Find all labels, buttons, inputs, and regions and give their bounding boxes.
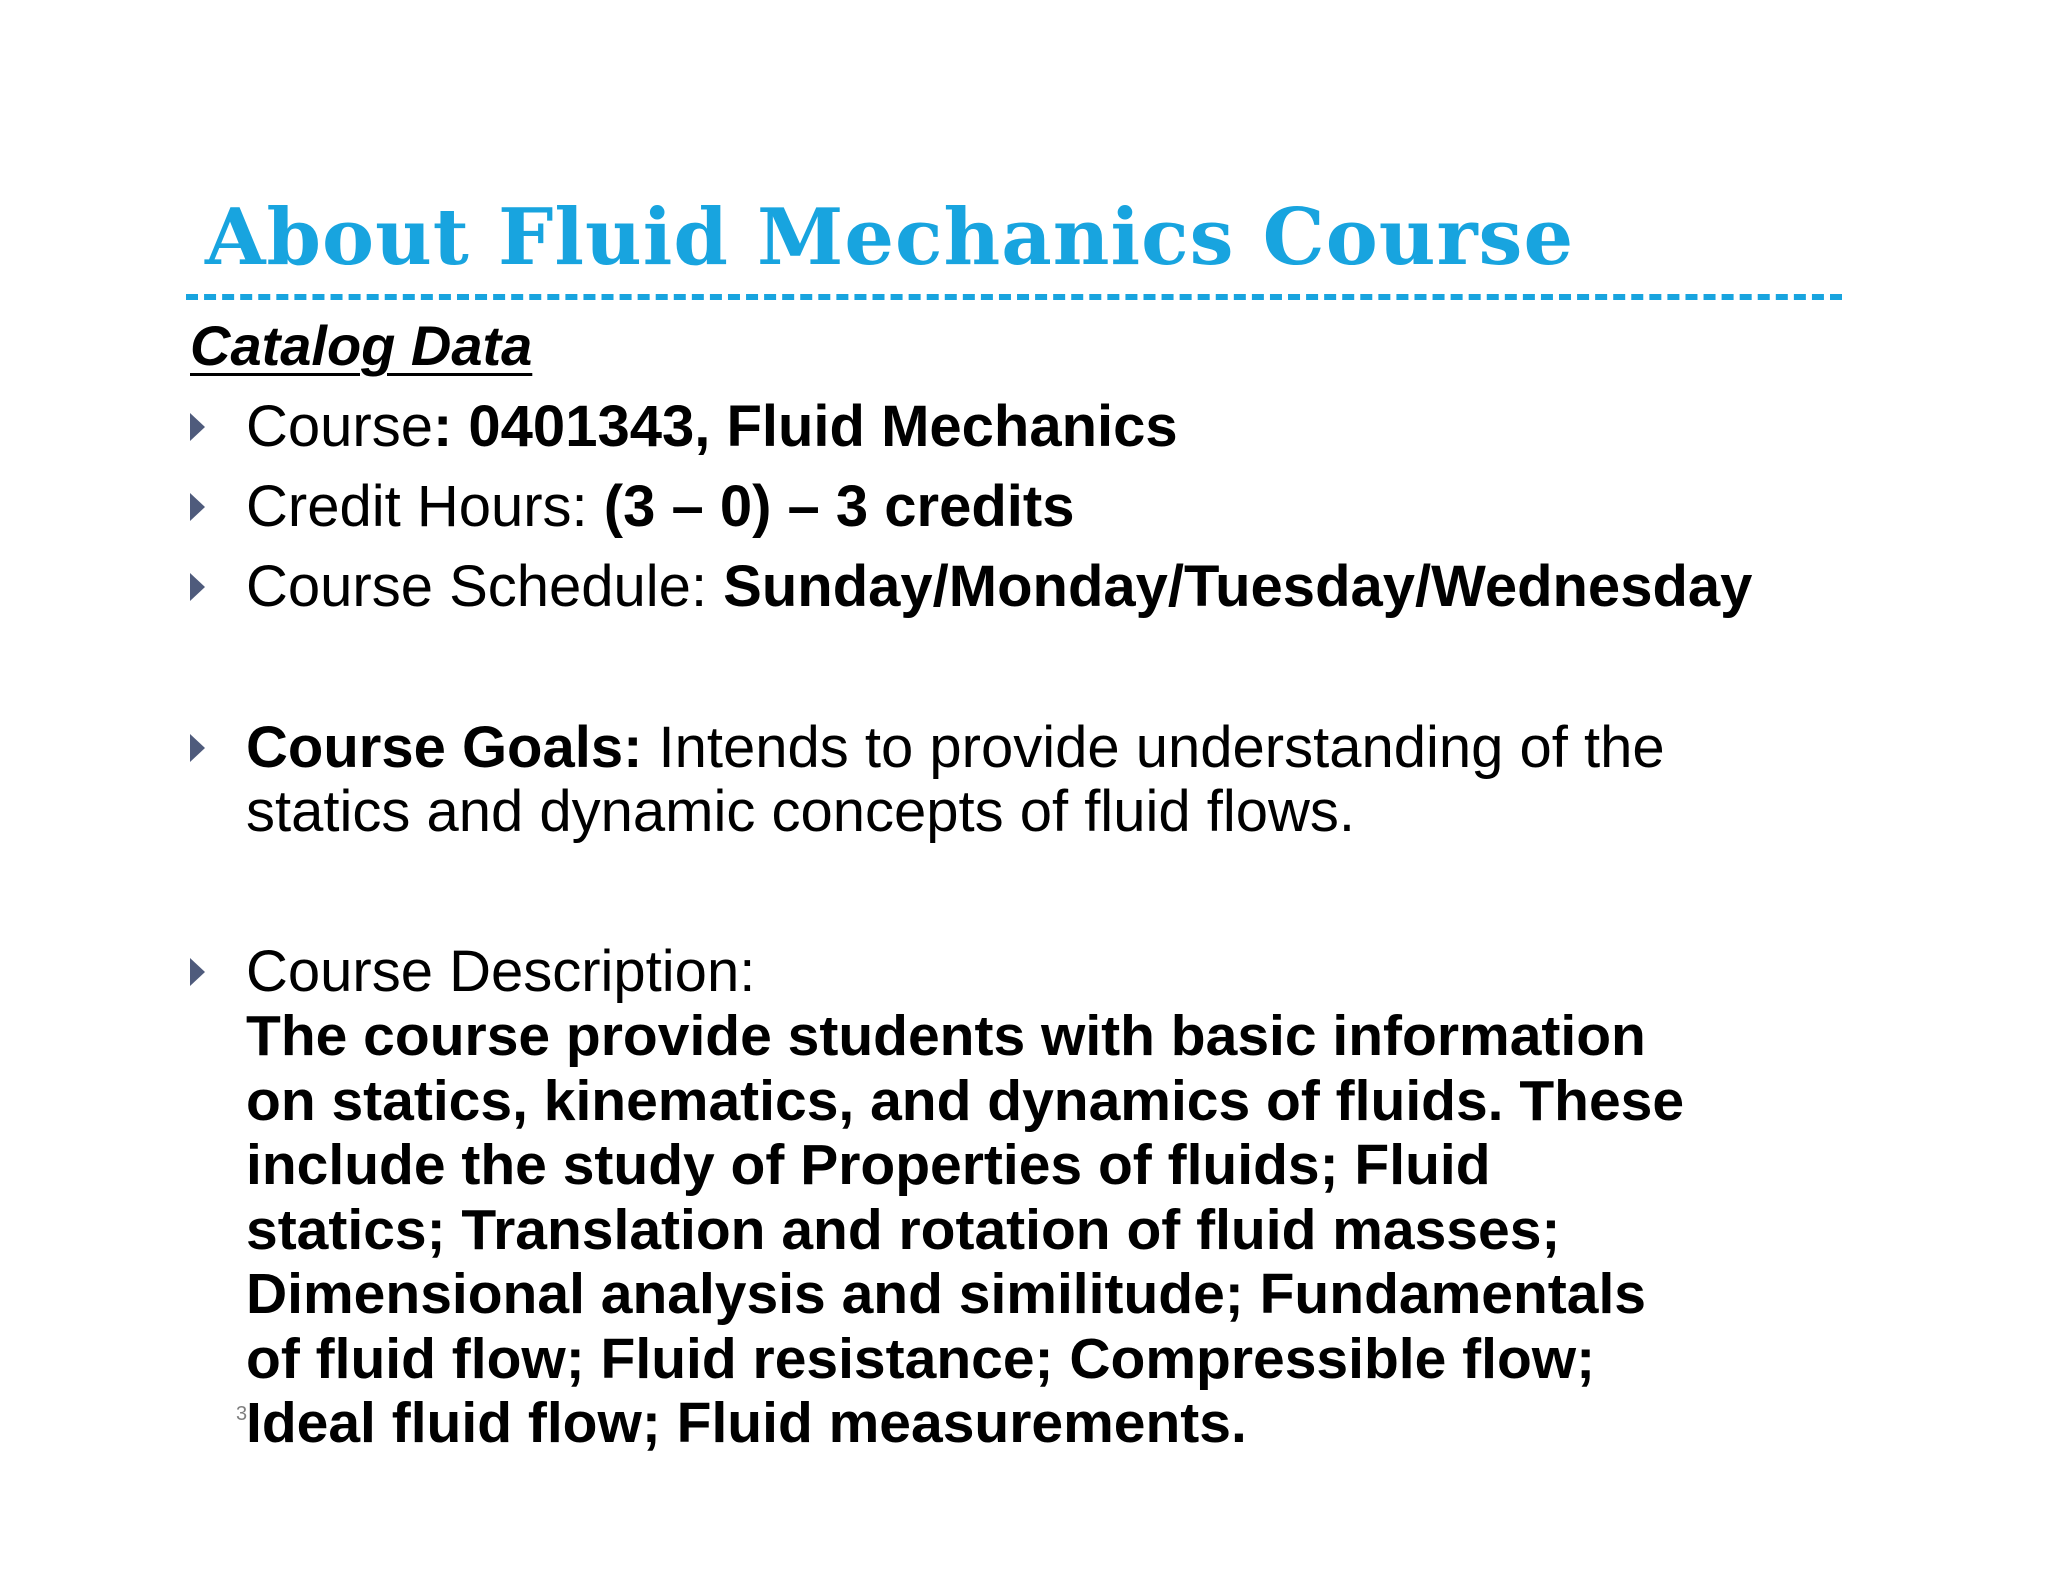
description-line: include the study of Properties of fluids; Fluid bbox=[246, 1133, 1491, 1197]
course-description-body bbox=[246, 1004, 1886, 1456]
triangle-right-icon bbox=[190, 493, 205, 521]
credit-hours-value: (3 – 0) – 3 credits bbox=[603, 474, 1075, 539]
slide-number: 3 bbox=[236, 1403, 248, 1425]
course-label: Course bbox=[246, 394, 433, 459]
course-text bbox=[246, 395, 1178, 459]
course-description-label: Course Description: bbox=[246, 939, 756, 1004]
catalog-data-heading: Catalog Data bbox=[190, 314, 533, 377]
course-separator: : bbox=[432, 394, 469, 459]
triangle-right-icon bbox=[190, 413, 205, 441]
schedule-value: Sunday/Monday/Tuesday/Wednesday bbox=[723, 554, 1753, 619]
credit-hours-label: Credit Hours: bbox=[246, 474, 604, 539]
course-value: 0401343, Fluid Mechanics bbox=[468, 394, 1178, 459]
triangle-right-icon bbox=[190, 958, 205, 986]
description-line: Dimensional analysis and similitude; Fundamentals bbox=[246, 1262, 1647, 1326]
description-line: Ideal fluid flow; Fluid measurements. bbox=[246, 1391, 1247, 1455]
triangle-right-icon bbox=[190, 734, 205, 762]
course-goals-text bbox=[246, 716, 1665, 844]
course-goals-line-1: Intends to provide understanding of the bbox=[658, 715, 1665, 780]
triangle-right-icon bbox=[190, 573, 205, 601]
course-goals-label: Course Goals: bbox=[246, 715, 659, 780]
slide-title: About Fluid Mechanics Course bbox=[205, 192, 1575, 283]
description-line: on statics, kinematics, and dynamics of fluids. These bbox=[246, 1068, 1685, 1133]
description-line: of fluid flow; Fluid resistance; Compressible flow; bbox=[246, 1326, 1596, 1391]
course-goals-line-2: statics and dynamic concepts of fluid flows. bbox=[246, 779, 1355, 844]
credit-hours-text bbox=[246, 475, 1074, 539]
schedule-label: Course Schedule: bbox=[246, 554, 724, 619]
schedule-text bbox=[246, 555, 1752, 619]
title-dashed-divider bbox=[186, 294, 1842, 300]
description-line: The course provide students with basic information bbox=[246, 1004, 1646, 1068]
description-line: statics; Translation and rotation of fluid masses; bbox=[246, 1197, 1561, 1262]
